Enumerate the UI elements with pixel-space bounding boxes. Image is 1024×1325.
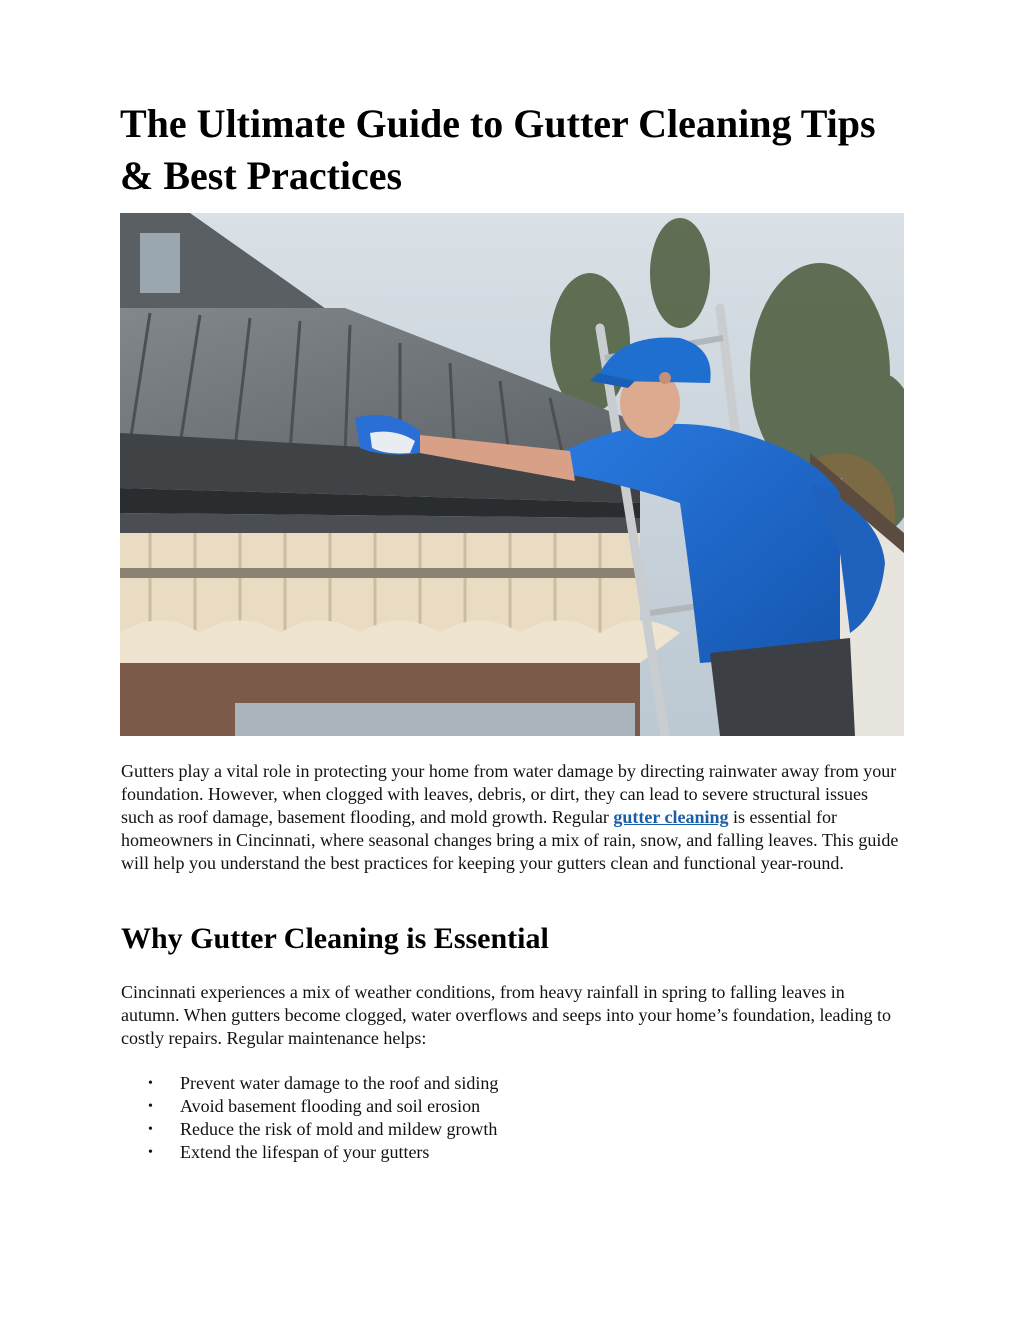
list-item: [121, 1141, 498, 1164]
list-item: [121, 1118, 498, 1141]
intro-text-after-link: is essential for homeowners in Cincinnati, where seasonal changes bring a mix of rain, snow, and falling leaves. This guide will help you understand the best practices for keeping your gutters clean and functional year-round.: [121, 807, 899, 873]
page-title: The Ultimate Guide to Gutter Cleaning Tips & Best Practices: [120, 101, 876, 198]
list-item-text: Reduce the risk of mold and mildew growth: [180, 1119, 498, 1139]
benefits-list: [121, 1072, 498, 1164]
list-item-text: Extend the lifespan of your gutters: [180, 1142, 430, 1162]
gutter-cleaning-photo: [120, 213, 904, 736]
list-item-text: Avoid basement flooding and soil erosion: [180, 1096, 481, 1116]
list-item: [121, 1095, 498, 1118]
list-item-text: Prevent water damage to the roof and siding: [180, 1073, 499, 1093]
bullet-icon: •: [148, 1099, 153, 1114]
bullet-icon: •: [148, 1145, 153, 1160]
intro-paragraph: [121, 760, 901, 875]
bullet-icon: •: [148, 1076, 153, 1091]
section-heading: Why Gutter Cleaning is Essential: [121, 922, 549, 955]
section-body: Cincinnati experiences a mix of weather conditions, from heavy rainfall in spring to falling leaves in autumn. When gutters become clogged, water overflows and seeps into your home’s foundation, leading to costly repairs. Regular maintenance helps:: [121, 982, 891, 1048]
gutter-cleaning-link[interactable]: gutter cleaning: [613, 807, 729, 827]
bullet-icon: •: [148, 1122, 153, 1137]
intro-text-before-link: Gutters play a vital role in protecting your home from water damage by directing rainwater away from your foundation. However, when clogged with leaves, debris, or dirt, they can lead to severe structural issues such as roof damage, basement flooding, and mold growth. Regular: [121, 761, 897, 827]
hero-image: [120, 213, 904, 736]
list-item: [121, 1072, 498, 1095]
